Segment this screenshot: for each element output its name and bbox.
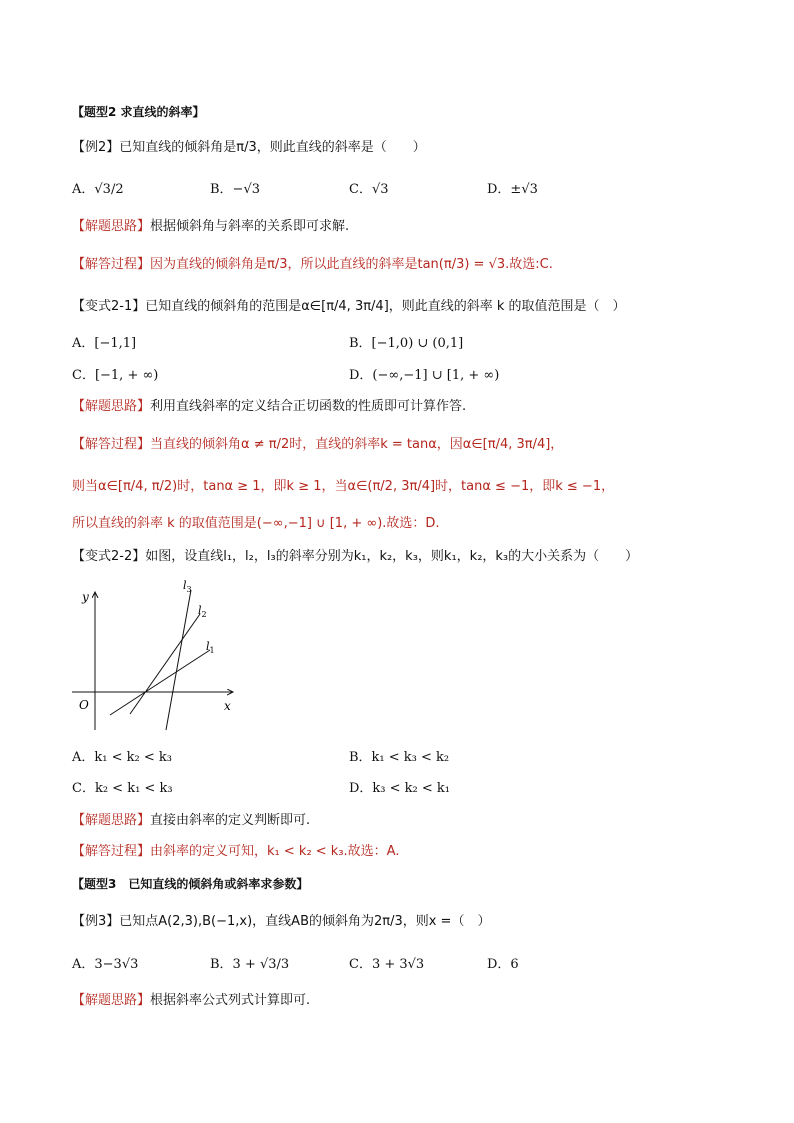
process-tag: 【解答过程】	[72, 257, 151, 272]
line-slope-figure	[70, 578, 250, 738]
idea-text: 利用直线斜率的定义结合正切函数的性质即可计算作答.	[150, 399, 467, 414]
option-b: B．[−1,0) ∪ (0,1]	[349, 336, 464, 351]
idea-text: 根据斜率公式列式计算即可.	[150, 993, 311, 1008]
idea-text: 直接由斜率的定义判断即可.	[150, 813, 311, 828]
section-3-title: 【题型3 已知直线的倾斜角或斜率求参数】	[72, 877, 309, 891]
question-stem: 如图，设直线l₁，l₂，l₃的斜率分别为k₁，k₂，k₃，则k₁，k₂，k₃的大小关系为（ ）	[145, 549, 639, 564]
option-c: C．√3	[349, 182, 389, 197]
idea-tag: 【解题思路】	[72, 993, 151, 1008]
variant-label: 【变式2-1】	[72, 299, 146, 314]
solution-process	[72, 436, 563, 454]
option-d: D．6	[487, 957, 519, 972]
origin-label: O	[79, 698, 89, 712]
option-a: A．3−3√3	[72, 957, 139, 972]
option-d: D．k₃ < k₂ < k₁	[349, 781, 451, 796]
process-tag: 【解答过程】	[72, 437, 151, 452]
option-d: D．±√3	[487, 182, 538, 197]
variant-2-1-stem	[72, 298, 626, 316]
idea-text: 根据倾斜角与斜率的关系即可求解.	[150, 219, 350, 234]
variant-2-2-stem	[72, 548, 638, 566]
option-a: A．k₁ < k₂ < k₃	[72, 750, 172, 765]
line-l2	[130, 614, 200, 714]
line-l3	[166, 590, 191, 730]
process-line-3: 所以直线的斜率 k 的取值范围是(−∞,−1] ∪ [1, + ∞).故选：D.	[72, 516, 440, 531]
solution-process	[72, 256, 553, 274]
option-d: D．(−∞,−1] ∪ [1, + ∞)	[349, 368, 500, 383]
x-axis-label: x	[224, 699, 231, 713]
solution-idea	[72, 812, 310, 830]
y-axis-label: y	[82, 590, 89, 604]
process-text: 因为直线的倾斜角是π/3，所以此直线的斜率是tan(π/3) = √3.故选:C.	[150, 257, 553, 272]
option-b: B．3 + √3/3	[210, 957, 290, 972]
solution-idea	[72, 218, 349, 236]
l1-label: $l_1$	[206, 640, 215, 655]
question-stem: 已知直线的倾斜角的范围是α∈[π/4, 3π/4]，则此直线的斜率 k 的取值范围是（ ）	[145, 299, 626, 314]
example-label: 【例2】	[72, 140, 120, 155]
example-3-stem	[72, 913, 490, 931]
solution-idea	[72, 992, 310, 1010]
question-stem: 已知点A(2,3),B(−1,x)，直线AB的倾斜角为2π/3，则x =（ ）	[119, 914, 491, 929]
option-b: B．k₁ < k₃ < k₂	[349, 750, 450, 765]
process-line-1: 当直线的倾斜角α ≠ π/2时，直线的斜率k = tanα，因α∈[π/4, 3π/4]，	[150, 437, 564, 452]
option-c: C．3 + 3√3	[349, 957, 425, 972]
process-tag: 【解答过程】	[72, 844, 151, 859]
idea-tag: 【解题思路】	[72, 219, 151, 234]
idea-tag: 【解题思路】	[72, 813, 151, 828]
l3-label: $l_3$	[183, 579, 192, 594]
option-b: B．−√3	[210, 182, 261, 197]
option-a: A．√3/2	[72, 182, 124, 197]
example-2-stem	[72, 139, 426, 157]
solution-process	[72, 843, 399, 861]
l2-label: $l_2$	[198, 604, 207, 619]
variant-label: 【变式2-2】	[72, 549, 146, 564]
example-label: 【例3】	[72, 914, 120, 929]
question-stem: 已知直线的倾斜角是π/3，则此直线的斜率是（ ）	[119, 140, 426, 155]
process-line-2: 则当α∈[π/4, π/2)时，tanα ≥ 1，即k ≥ 1，当α∈(π/2, 3π/4]时，tanα ≤ −1，即k ≤ −1，	[72, 479, 615, 494]
option-a: A．[−1,1]	[72, 336, 137, 351]
option-c: C．k₂ < k₁ < k₃	[72, 781, 173, 796]
option-c: C．[−1, + ∞)	[72, 368, 159, 383]
section-2-title: 【题型2 求直线的斜率】	[72, 105, 205, 119]
solution-idea	[72, 398, 466, 416]
line-l1	[110, 650, 210, 715]
process-text: 由斜率的定义可知，k₁ < k₂ < k₃.故选：A.	[150, 844, 400, 859]
idea-tag: 【解题思路】	[72, 399, 151, 414]
